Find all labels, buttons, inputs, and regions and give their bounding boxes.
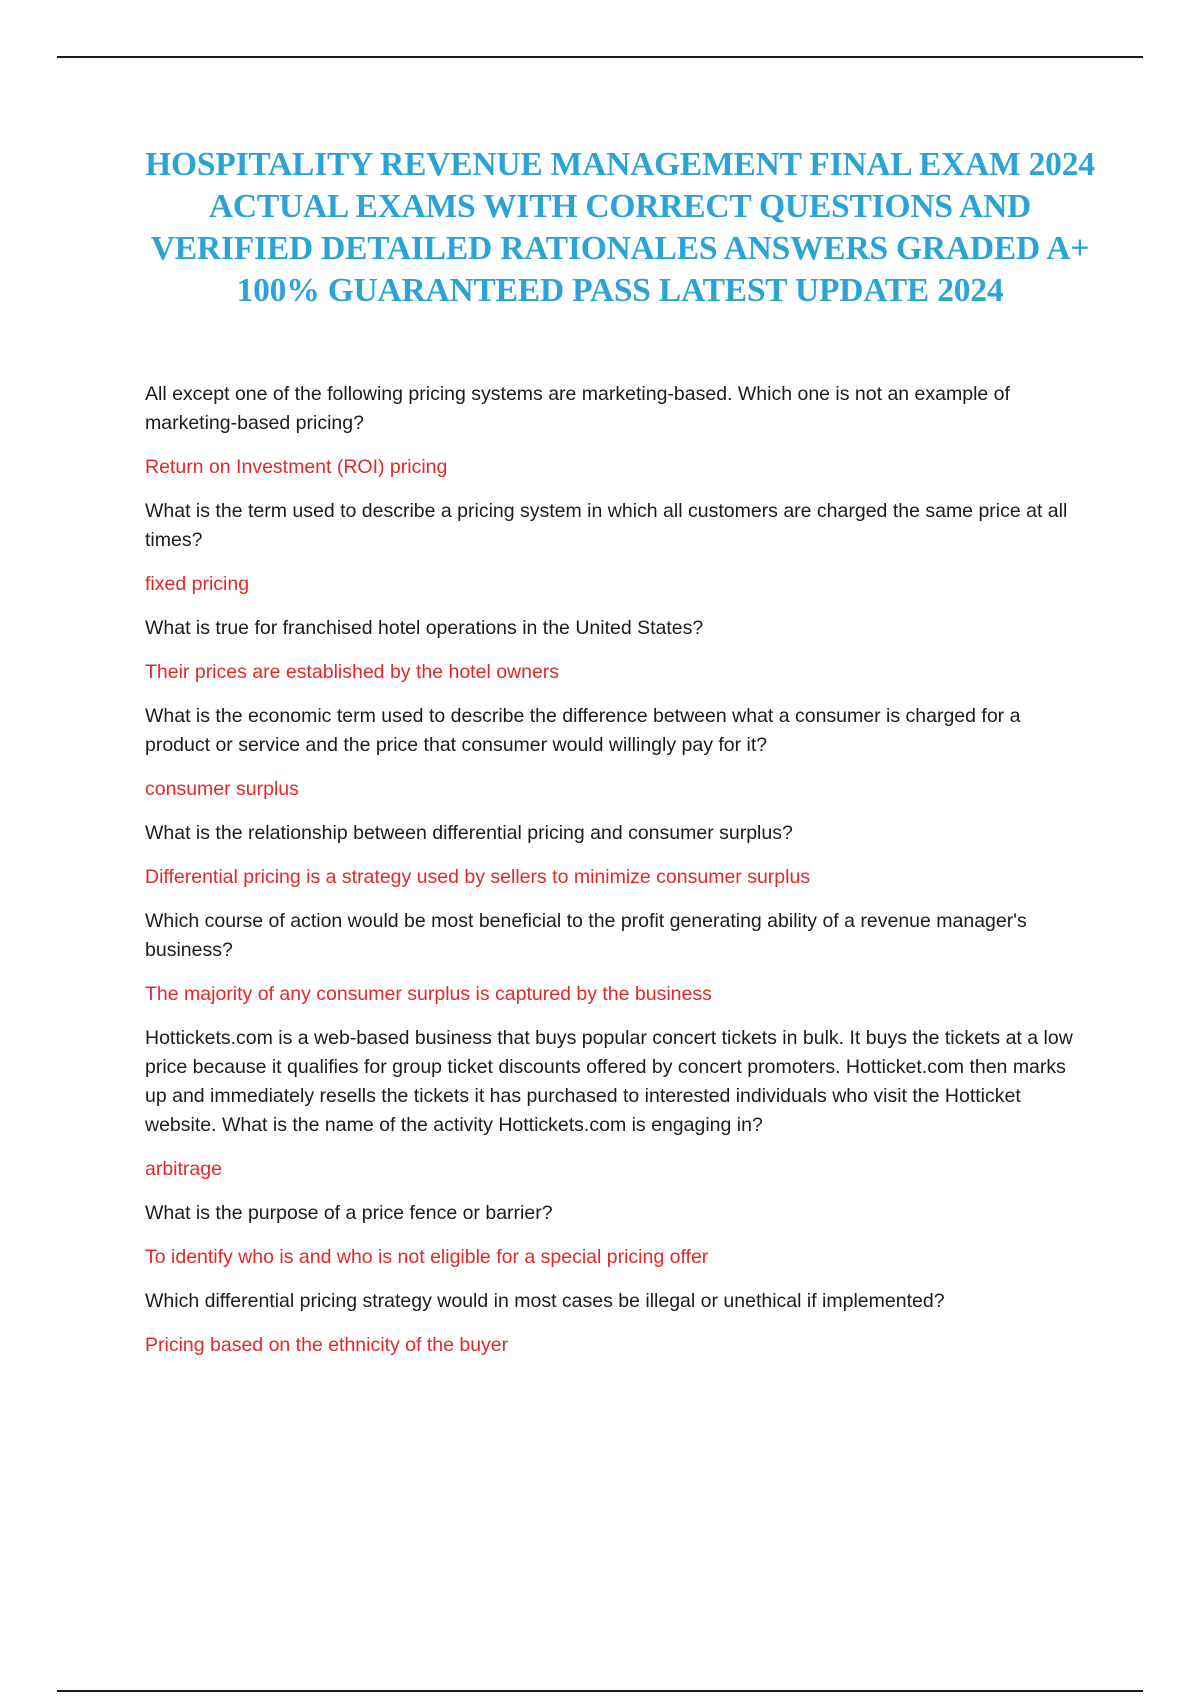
answer-text: Their prices are established by the hotel owners xyxy=(145,661,560,683)
qa-item xyxy=(145,819,1085,892)
answer-text: The majority of any consumer surplus is captured by the business xyxy=(145,983,712,1005)
answer-text: Return on Investment (ROI) pricing xyxy=(145,456,448,478)
question-text: All except one of the following pricing systems are marketing-based. Which one is not an example of marketing-based pricing? xyxy=(145,383,1010,434)
answer-text: Pricing based on the ethnicity of the buyer xyxy=(145,1334,509,1356)
question-text: Which course of action would be most beneficial to the profit generating ability of a revenue manager's business? xyxy=(145,910,1027,961)
qa-list xyxy=(145,380,1085,1375)
question-text: What is true for franchised hotel operations in the United States? xyxy=(145,617,704,639)
qa-item xyxy=(145,1287,1085,1360)
qa-item xyxy=(145,614,1085,687)
question-text: Hottickets.com is a web-based business that buys popular concert tickets in bulk. It buys the tickets at a low price because it qualifies for group ticket discounts offered by concert promoters. Hotticket.com then marks up and immediately resells the tickets it has purchased to interested individuals who visit the Hotticket website. What is the name of the activity Hottickets.com is engaging in? xyxy=(145,1027,1073,1136)
qa-item xyxy=(145,497,1085,599)
qa-item xyxy=(145,1024,1085,1184)
question-text: What is the term used to describe a pricing system in which all customers are charged the same price at all times? xyxy=(145,500,1068,551)
answer-text: fixed pricing xyxy=(145,573,250,595)
qa-item xyxy=(145,1199,1085,1272)
top-divider xyxy=(57,56,1143,58)
qa-item xyxy=(145,907,1085,1009)
bottom-divider xyxy=(57,1690,1143,1692)
answer-text: To identify who is and who is not eligible for a special pricing offer xyxy=(145,1246,709,1268)
document-title: HOSPITALITY REVENUE MANAGEMENT FINAL EXAM 2024 ACTUAL EXAMS WITH CORRECT QUESTIONS AND VERIFIED DETAILED RATIONALES ANSWERS GRADED A+ 100% GUARANTEED PASS LATEST UPDATE 2024 xyxy=(145,146,1095,309)
question-text: What is the relationship between differential pricing and consumer surplus? xyxy=(145,822,793,844)
answer-text: Differential pricing is a strategy used by sellers to minimize consumer surplus xyxy=(145,866,811,888)
answer-text: consumer surplus xyxy=(145,778,299,800)
qa-item xyxy=(145,702,1085,804)
qa-item xyxy=(145,380,1085,482)
answer-text: arbitrage xyxy=(145,1158,222,1180)
question-text: What is the economic term used to describe the difference between what a consumer is charged for a product or service and the price that consumer would willingly pay for it? xyxy=(145,705,1021,756)
question-text: Which differential pricing strategy would in most cases be illegal or unethical if implemented? xyxy=(145,1290,945,1312)
question-text: What is the purpose of a price fence or barrier? xyxy=(145,1202,553,1224)
